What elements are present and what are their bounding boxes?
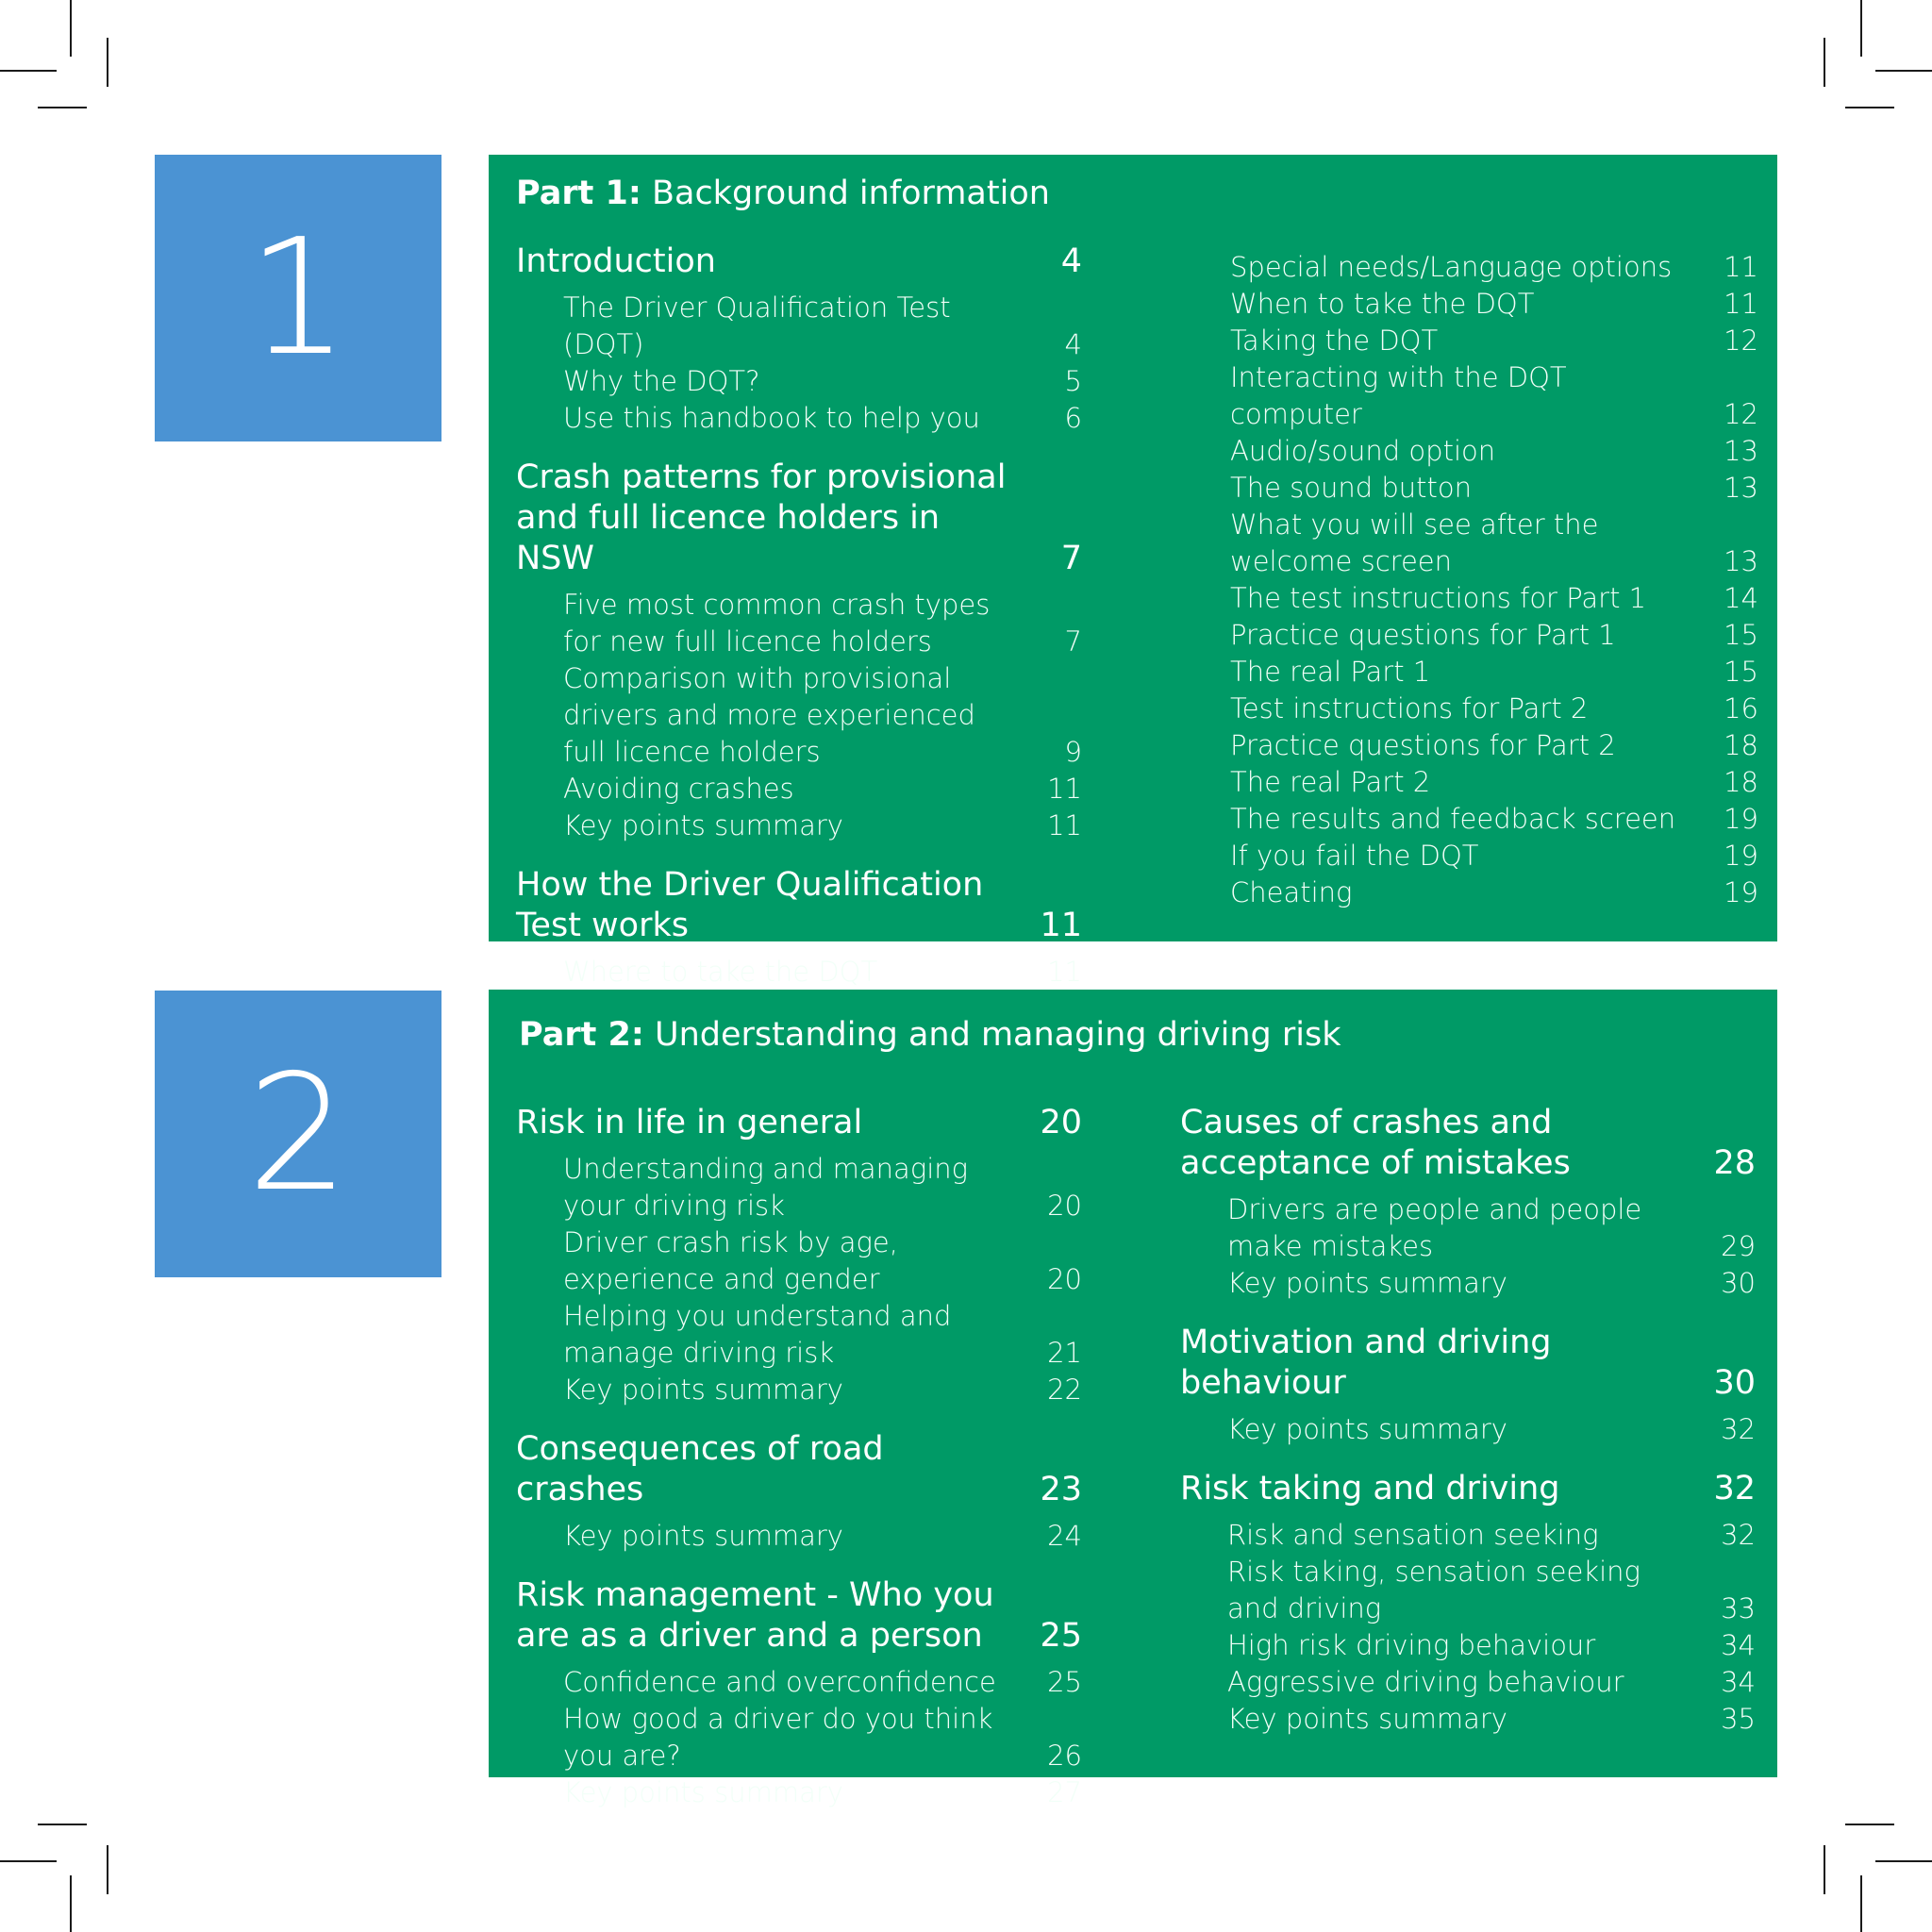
toc-section-title: Risk management - Who you are as a driver and a person (516, 1576, 994, 1655)
toc-entry-title: Drivers are people and people make mistakes (1227, 1193, 1642, 1262)
page-number: 29 (1721, 1230, 1756, 1262)
page-number: 16 (1724, 692, 1758, 724)
toc-entry (516, 771, 1082, 808)
toc-entry-title: Key points summary (1227, 1703, 1507, 1735)
toc-section-title: How the Driver Qualification Test works (516, 866, 984, 944)
toc-entry-title: Avoiding crashes (563, 773, 794, 805)
part-label: Part 1: (516, 175, 641, 212)
toc-section (516, 1429, 1082, 1510)
toc-section-title: Causes of crashes and acceptance of mistakes (1180, 1104, 1571, 1182)
page-number: 34 (1721, 1629, 1756, 1661)
toc-entry (516, 400, 1082, 437)
toc-entry (516, 1151, 1082, 1224)
crop-mark (1845, 1824, 1894, 1825)
toc-entry (516, 660, 1082, 771)
toc-section (1180, 1103, 1756, 1184)
page-number: 6 (1064, 402, 1082, 434)
page-number: 11 (1040, 907, 1082, 944)
toc-section-title: Introduction (516, 242, 716, 280)
crop-mark (38, 107, 87, 108)
page-number: 30 (1713, 1364, 1756, 1402)
toc-panel-part-1 (489, 155, 1777, 988)
toc-section-title: Motivation and driving behaviour (1180, 1324, 1552, 1402)
crop-mark (1875, 1860, 1932, 1862)
toc-entry (1183, 286, 1758, 323)
toc-entry-title: High risk driving behaviour (1227, 1629, 1596, 1661)
crop-mark (1824, 1845, 1825, 1894)
toc-entry-title: Aggressive driving behaviour (1227, 1666, 1624, 1698)
page-number: 28 (1713, 1144, 1756, 1182)
crop-mark (70, 1875, 72, 1932)
toc-entry (516, 1664, 1082, 1701)
toc-section-title: Crash patterns for provisional and full licence holders in NSW (516, 458, 1007, 577)
toc-entry-title: Key points summary (563, 809, 843, 841)
toc-entry-title: What you will see after the welcome screen (1230, 508, 1599, 577)
page-number: 32 (1721, 1519, 1756, 1551)
toc-entry-title: Interacting with the DQT computer (1230, 361, 1567, 430)
toc-entry (1180, 1554, 1756, 1627)
page-number: 33 (1721, 1592, 1756, 1624)
crop-mark (70, 0, 72, 57)
toc-section-title: Consequences of road crashes (516, 1430, 884, 1508)
toc-entry (516, 1298, 1082, 1372)
toc-column-right (1180, 1103, 1756, 1738)
page-number: 7 (1064, 625, 1082, 658)
toc-entry (1183, 580, 1758, 617)
page-number: 26 (1047, 1740, 1082, 1772)
page-number: 14 (1724, 582, 1758, 614)
toc-entry-title: Audio/sound option (1230, 435, 1496, 467)
page-number: 4 (1064, 328, 1082, 360)
page-number: 19 (1724, 803, 1758, 835)
page-number: 5 (1064, 365, 1082, 397)
toc-column-left (516, 242, 1082, 991)
part-heading: Understanding and managing driving risk (643, 1016, 1341, 1054)
toc-entry (1180, 1517, 1756, 1554)
toc-entry-title: Practice questions for Part 1 (1230, 619, 1616, 651)
page-number: 20 (1047, 1190, 1082, 1222)
toc-entry-title: Comparison with provisional drivers and more experienced full licence holders (563, 662, 975, 768)
part-title (516, 174, 1050, 213)
toc-entry-title: Driver crash risk by age, experience and gender (563, 1226, 898, 1295)
toc-entry-title: Key points summary (1227, 1413, 1507, 1445)
toc-entry (1180, 1265, 1756, 1302)
crop-mark (0, 1860, 57, 1862)
page-number: 12 (1724, 398, 1758, 430)
toc-entry-title: Key points summary (563, 1374, 843, 1406)
page-number: 13 (1724, 472, 1758, 504)
crop-mark (107, 1845, 108, 1894)
toc-entry (1183, 838, 1758, 874)
crop-mark (0, 70, 57, 72)
toc-section-title: Risk taking and driving (1180, 1470, 1560, 1507)
page-number: 19 (1724, 876, 1758, 908)
toc-entry-title: Why the DQT? (563, 365, 760, 397)
toc-entry-title: Risk and sensation seeking (1227, 1519, 1599, 1551)
toc-entry-title: Test instructions for Part 2 (1230, 692, 1589, 724)
page-number: 24 (1047, 1520, 1082, 1552)
toc-entry-title: Key points summary (1227, 1267, 1507, 1299)
page-number: 22 (1047, 1374, 1082, 1406)
toc-entry (1183, 249, 1758, 286)
toc-entry-title: The results and feedback screen (1230, 803, 1676, 835)
page-number: 13 (1724, 545, 1758, 577)
part-number-box (155, 155, 441, 441)
page-number: 32 (1713, 1470, 1756, 1507)
toc-entry (1183, 654, 1758, 691)
page-number: 20 (1040, 1104, 1082, 1141)
toc-entry (1180, 1627, 1756, 1664)
toc-entry-title: The sound button (1230, 472, 1473, 504)
page-number: 11 (1724, 251, 1758, 283)
toc-entry (1183, 323, 1758, 359)
toc-entry (1183, 727, 1758, 764)
page-number: 12 (1724, 325, 1758, 357)
toc-entry (516, 1224, 1082, 1298)
page-number: 21 (1047, 1337, 1082, 1369)
toc-entry-title: Risk taking, sensation seeking and driving (1227, 1556, 1641, 1624)
toc-entry (1183, 470, 1758, 507)
toc-entry-title: Key points summary (563, 1520, 843, 1552)
toc-entry-title: Where to take the DQT (563, 956, 878, 988)
toc-entry (1180, 1664, 1756, 1701)
toc-panel-part-2 (489, 990, 1777, 1808)
toc-entry (516, 1774, 1082, 1811)
part-number: 2 (246, 1041, 350, 1227)
toc-entry-title: The real Part 2 (1230, 766, 1431, 798)
toc-entry-title: Taking the DQT (1230, 325, 1439, 357)
crop-mark (107, 38, 108, 87)
toc-entry-title: The test instructions for Part 1 (1230, 582, 1647, 614)
toc-entry-title: How good a driver do you think you are? (563, 1703, 993, 1772)
page-number: 27 (1047, 1776, 1082, 1808)
toc-entry (1183, 874, 1758, 911)
toc-section (516, 242, 1082, 282)
toc-entry (1180, 1701, 1756, 1738)
page-number: 32 (1721, 1413, 1756, 1445)
toc-entry (1180, 1191, 1756, 1265)
page-number: 11 (1047, 809, 1082, 841)
page-number: 15 (1724, 619, 1758, 651)
toc-entry-title: Practice questions for Part 2 (1230, 729, 1616, 761)
toc-entry-title: Five most common crash types for new full licence holders (563, 589, 991, 658)
toc-entry (1183, 359, 1758, 433)
toc-entry (1183, 507, 1758, 580)
page-number: 7 (1060, 540, 1082, 577)
toc-entry (516, 954, 1082, 991)
toc-entry-title: Use this handbook to help you (563, 402, 980, 434)
part-number: 1 (246, 205, 350, 391)
toc-entry-title: The real Part 1 (1230, 656, 1431, 688)
toc-entry (516, 363, 1082, 400)
page-number: 20 (1047, 1263, 1082, 1295)
toc-entry-title: When to take the DQT (1230, 288, 1535, 320)
crop-mark (1824, 38, 1825, 87)
page-number: 19 (1724, 840, 1758, 872)
crop-mark (1860, 1875, 1862, 1932)
toc-section (1180, 1469, 1756, 1509)
toc-entry (1183, 764, 1758, 801)
toc-entry-title: Helping you understand and manage driving risk (563, 1300, 952, 1369)
toc-section (516, 1575, 1082, 1657)
toc-entry (516, 1518, 1082, 1555)
toc-column-left (516, 1103, 1082, 1811)
crop-mark (38, 1824, 87, 1825)
toc-section (516, 865, 1082, 946)
page-number: 11 (1047, 773, 1082, 805)
toc-entry (516, 1701, 1082, 1774)
page-number: 9 (1064, 736, 1082, 768)
toc-section-title: Risk in life in general (516, 1104, 863, 1141)
toc-entry-title: Special needs/Language options (1230, 251, 1673, 283)
page-number: 11 (1724, 288, 1758, 320)
part-title (519, 1015, 1341, 1055)
toc-entry (1183, 433, 1758, 470)
toc-section (516, 458, 1082, 579)
toc-section (516, 1103, 1082, 1143)
page-number: 34 (1721, 1666, 1756, 1698)
crop-mark (1845, 107, 1894, 108)
toc-entry (1183, 617, 1758, 654)
toc-entry-title: The Driver Qualification Test (DQT) (563, 291, 951, 360)
toc-entry (516, 1372, 1082, 1408)
part-number-box (155, 991, 441, 1277)
page-number: 25 (1040, 1617, 1082, 1655)
toc-entry (1183, 801, 1758, 838)
page-number: 23 (1040, 1471, 1082, 1508)
part-label: Part 2: (519, 1016, 644, 1054)
toc-column-right (1183, 249, 1758, 911)
toc-entry (516, 587, 1082, 660)
toc-entry (516, 808, 1082, 844)
toc-entry-title: Key points summary (563, 1776, 843, 1808)
toc-entry-title: Understanding and managing your driving risk (563, 1153, 969, 1222)
page-number: 11 (1047, 956, 1082, 988)
page-number: 30 (1721, 1267, 1756, 1299)
toc-section (1180, 1323, 1756, 1404)
crop-mark (1875, 70, 1932, 72)
toc-entry-title: If you fail the DQT (1230, 840, 1479, 872)
page-number: 18 (1724, 729, 1758, 761)
page-number: 35 (1721, 1703, 1756, 1735)
toc-entry (1183, 691, 1758, 727)
toc-entry (1180, 1411, 1756, 1448)
toc-entry-title: Confidence and overconfidence (563, 1666, 996, 1698)
page-number: 4 (1060, 242, 1082, 280)
part-heading: Background information (641, 175, 1050, 212)
page-number: 25 (1047, 1666, 1082, 1698)
toc-entry-title: Cheating (1230, 876, 1353, 908)
crop-mark (1860, 0, 1862, 57)
page-number: 15 (1724, 656, 1758, 688)
toc-entry (516, 290, 1082, 363)
page-number: 13 (1724, 435, 1758, 467)
page-number: 18 (1724, 766, 1758, 798)
